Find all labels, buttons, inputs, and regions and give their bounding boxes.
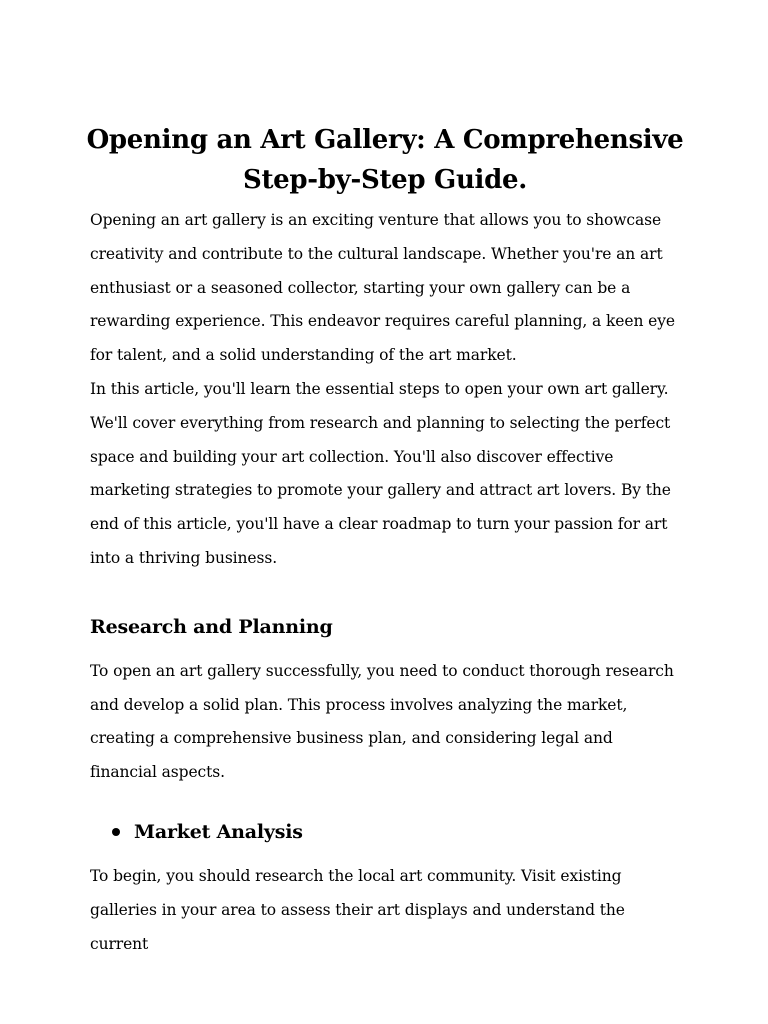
bullet-icon [112, 828, 120, 836]
subsection-heading-market [112, 818, 680, 846]
subsection-paragraph-market: To begin, you should research the local art community. Visit existing galleries in your area to assess their art displays and understand the current [90, 866, 625, 953]
section-heading-research: Research and Planning [90, 615, 333, 638]
document-title: Opening an Art Gallery: A Comprehensive Step-by-Step Guide. [86, 125, 684, 195]
section-paragraph-research: To open an art gallery successfully, you need to conduct thorough research and develop a solid plan. This process involves analyzing the market, creating a comprehensive business plan, and considering legal and financial aspects. [90, 661, 674, 782]
document-page [86, 120, 684, 961]
intro-paragraph-2: In this article, you'll learn the essential steps to open your own art gallery. We'll cover everything from research and planning to selecting the perfect space and building your art collection. You'll also discover effective marketing strategies to promote your gallery and attract art lovers. By the end of this article, you'll have a clear roadmap to turn your passion for art into a thriving business. [90, 379, 671, 567]
intro-paragraph-1: Opening an art gallery is an exciting venture that allows you to showcase creativity and contribute to the cultural landscape. Whether you're an art enthusiast or a seasoned collector, starting your own gallery can be a rewarding experience. This endeavor requires careful planning, a keen eye for talent, and a solid understanding of the art market. [90, 211, 675, 365]
subsection-heading-label: Market Analysis [134, 820, 303, 843]
